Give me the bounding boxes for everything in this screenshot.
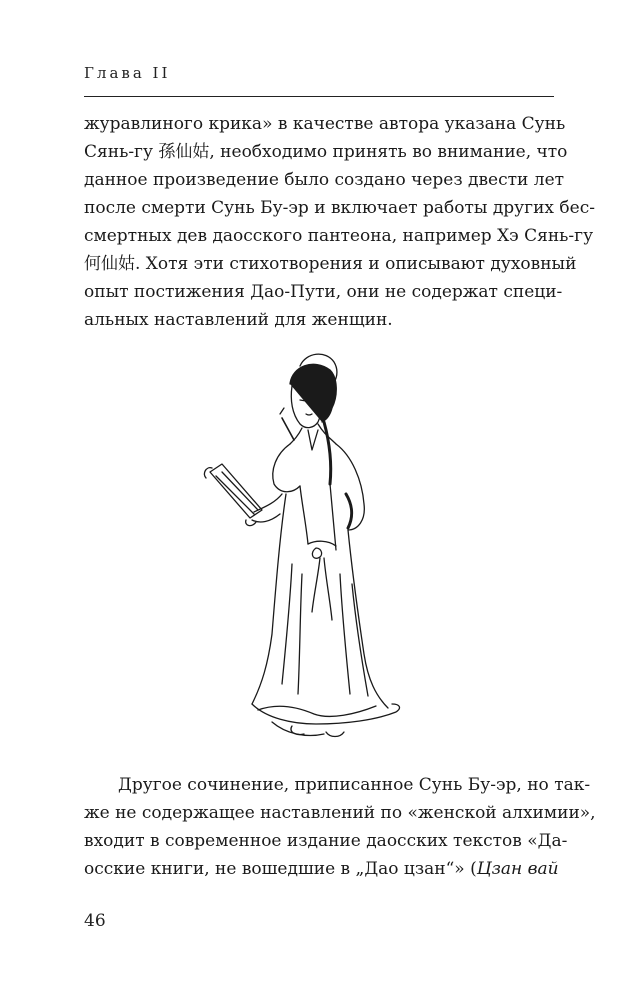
text-line-content: осские книги, не вошедшие в „Дао цзан“» (	[84, 859, 477, 879]
text-line: входит в современное издание даосских текстов «Да-	[84, 831, 568, 851]
brush	[282, 418, 294, 440]
header-rule	[84, 96, 554, 97]
text-line: смертных дев даосского пантеона, например Хэ Сянь-гу	[84, 226, 594, 246]
text-line	[84, 855, 559, 883]
raised-arm	[273, 444, 300, 492]
text-line: Сянь-гу 孫仙姑, необходимо принять во внимание, что	[84, 142, 568, 162]
text-line: 何仙姑. Хотя эти стихотворения и описывают духовный	[84, 254, 577, 274]
paragraph-1	[84, 110, 595, 334]
hair	[290, 364, 336, 422]
text-line: данное произведение было создано через двести лет	[84, 170, 565, 190]
running-head: Глава II	[84, 64, 171, 82]
text-line: опыт постижения Дао-Пути, они не содержат специ-	[84, 282, 563, 302]
waist-knot	[312, 548, 321, 558]
italic-title: Цзан вай	[476, 859, 559, 879]
text-line: же не содержащее наставлений по «женской алхимии»,	[84, 803, 596, 823]
text-line: альных наставлений для женщин.	[84, 310, 393, 330]
scroll	[210, 464, 262, 518]
collar	[308, 430, 318, 450]
woman-reading-scroll-illustration	[196, 344, 432, 744]
page-number: 46	[84, 911, 106, 931]
text-line: журавлиного крика» в качестве автора указана Сунь	[84, 114, 566, 134]
text-line: Другое сочинение, приписанное Сунь Бу-эр, но так-	[118, 775, 591, 795]
text-line: после смерти Сунь Бу-эр и включает работы других бес-	[84, 198, 595, 218]
robe-right-edge	[348, 530, 388, 708]
paragraph-2	[84, 771, 596, 883]
robe-left-edge	[252, 494, 286, 704]
